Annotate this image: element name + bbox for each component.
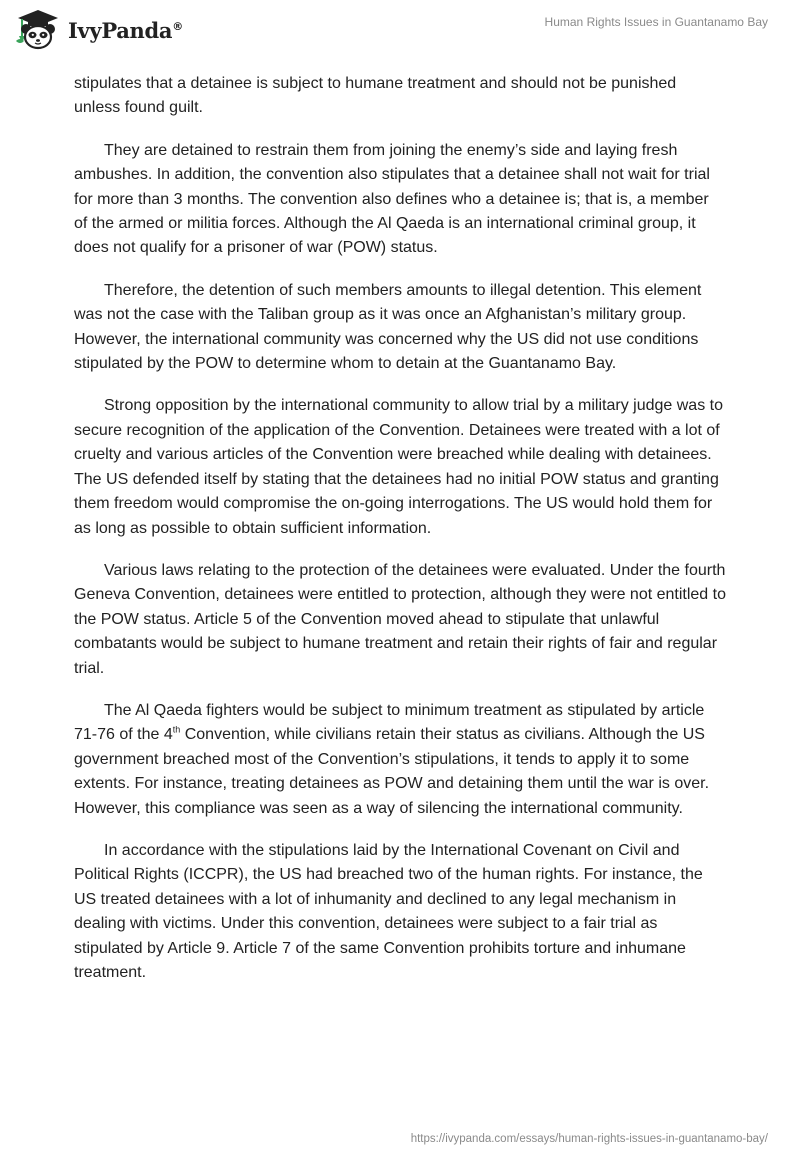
paragraph: Strong opposition by the international community to allow trial by a military judge was to secure recognition of the application of the Convention. Detainees were treated with a lot of cruelty and various articles of the Convention were breached while dealing with detainees. The US defended itself by stating that the detainees had no initial POW status and granting them freedom would compromise the on-going interrogations. The US would hold them for as long as possible to obtain sufficient information. xyxy=(74,397,723,537)
page-header xyxy=(0,0,800,70)
paragraph-text: The Al Qaeda fighters would be subject to minimum treatment as stipulated by article 71-76 of the 4 xyxy=(74,701,705,744)
paragraph: Various laws relating to the protection of the detainees were evaluated. Under the fourth Geneva Convention, detainees were entitled to protection, although they were not entitled to the POW status. Article 5 of the Convention moved ahead to stipulate that unlawful combatants would be subject to humane treatment and retain their rights of fair and regular trial. xyxy=(74,561,726,677)
document-title: Human Rights Issues in Guantanamo Bay xyxy=(544,15,768,29)
essay-body xyxy=(74,72,726,1003)
registered-mark: ® xyxy=(172,19,183,33)
paragraph: They are detained to restrain them from joining the enemy’s side and laying fresh ambushes. In addition, the convention also stipulates that a detainee shall not wait for trial for more than 3 months. The convention also defines who a detainee is; that is, a member of the armed or militia forces. Although the Al Qaeda is an international criminal group, it does not qualify for a prisoner of war (POW) status. xyxy=(74,141,710,257)
ordinal-superscript: th xyxy=(172,725,181,736)
source-url[interactable]: https://ivypanda.com/essays/human-rights-issues-in-guantanamo-bay/ xyxy=(410,1133,768,1145)
paragraph: In accordance with the stipulations laid by the International Covenant on Civil and Political Rights (ICCPR), the US had breached two of the human rights. For instance, the US treated detainees with a lot of inhumanity and declined to any legal mechanism in dealing with victims. Under this convention, detainees were subject to a fair trial as stipulated by Article 9. Article 7 of the same Convention prohibits torture and inhumane treatment. xyxy=(74,841,703,981)
paragraph xyxy=(74,699,726,821)
paragraph: Therefore, the detention of such members amounts to illegal detention. This element was not the case with the Taliban group as it was once an Afghanistan’s military group. However, the international community was concerned why the US did not use conditions stipulated by the POW to determine whom to detain at the Guantanamo Bay. xyxy=(74,281,702,373)
ivypanda-logo[interactable] xyxy=(14,8,183,50)
paragraph: stipulates that a detainee is subject to humane treatment and should not be punished unless found guilt. xyxy=(74,75,677,117)
paragraph-text: Convention, while civilians retain their status as civilians. Although the US government breached most of the Convention’s stipulations, it tends to apply it to some extents. For instance, treating detainees as POW and detaining them until the war is over. However, this compliance was seen as a way of silencing the international community. xyxy=(74,726,710,817)
panda-graduate-icon xyxy=(14,8,62,50)
logo-wordmark: IvyPanda® xyxy=(68,17,183,43)
